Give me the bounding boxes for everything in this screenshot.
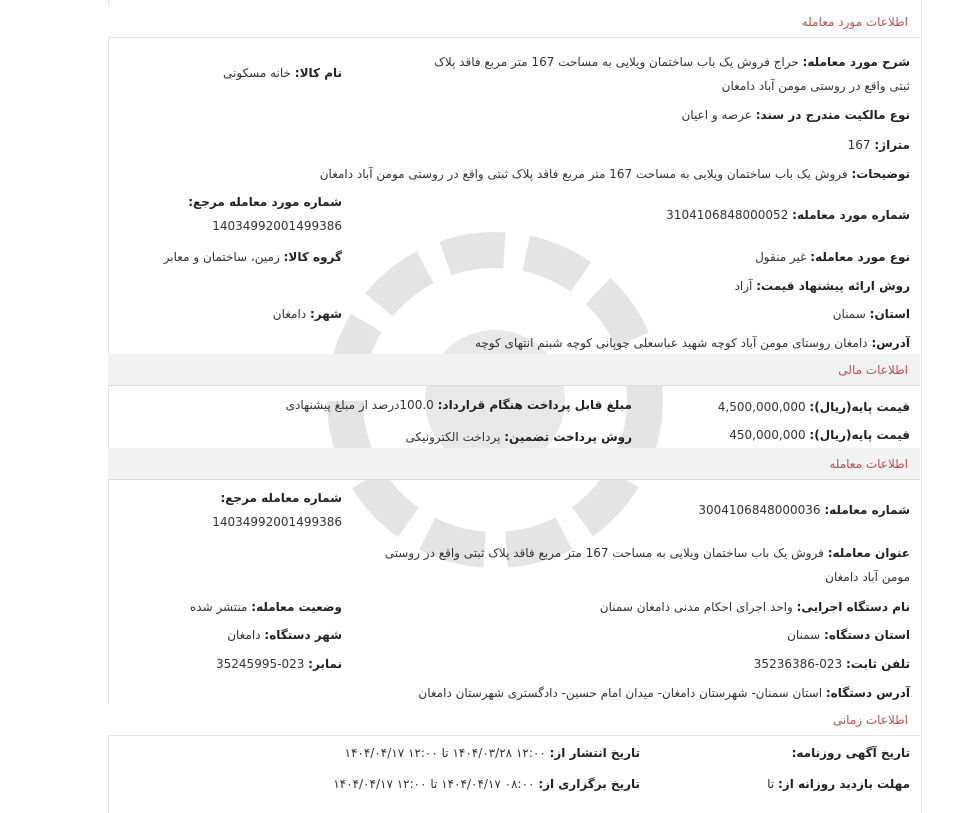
phone-row xyxy=(754,657,910,671)
ownership: عرصه و اعیان xyxy=(681,108,752,122)
tx-title-label: عنوان معامله: xyxy=(827,546,910,560)
payable: 100.0درصد از مبلغ پیشنهادی xyxy=(285,398,434,412)
org-label: نام دستگاه اجرایی: xyxy=(796,600,910,614)
city-label: شهر: xyxy=(310,307,342,321)
group: زمین، ساختمان و معابر xyxy=(163,250,280,264)
tx-ref: 14034992001499386 xyxy=(212,515,342,529)
guarantee-row xyxy=(406,430,632,444)
deal-type-row xyxy=(755,250,910,264)
offer-method-label: روش ارائه پیشنهاد قیمت: xyxy=(756,279,910,293)
ownership-row xyxy=(681,108,910,122)
visit: تا xyxy=(767,777,775,791)
tx-title: فروش یک باب ساختمان ویلایی به مساحت 167 متر مربع فاقد پلاک ثبتی واقع در روستی مومن آباد دامغان xyxy=(384,546,910,584)
section-timing: اطلاعات زمانی xyxy=(108,704,920,736)
deal-number: 3104106848000052 xyxy=(666,208,789,222)
publish-label: تاریخ انتشار از: xyxy=(549,746,640,760)
address-label: آدرس: xyxy=(871,336,910,350)
org-address: استان سمنان- شهرستان دامغان- میدان امام حسین- دادگستری شهرستان دامغان xyxy=(418,686,823,700)
visit-row xyxy=(767,777,910,791)
group-row xyxy=(164,250,342,264)
newspaper-label: تاریخ آگهی روزنامه: xyxy=(791,746,910,760)
status-row xyxy=(190,600,342,614)
hold-label: تاریخ برگزاری از: xyxy=(538,777,640,791)
ref-number-row xyxy=(212,219,342,233)
tx-ref-label: شماره معامله مرجع: xyxy=(220,491,342,505)
ownership-label: نوع مالکیت مندرج در سند: xyxy=(755,108,910,122)
tx-ref-label-row xyxy=(220,491,342,505)
group-label: گروه کالا: xyxy=(283,250,342,264)
base-price2-row xyxy=(729,428,910,442)
province: سمنان xyxy=(832,307,866,321)
section-financial: اطلاعات مالی xyxy=(108,354,920,386)
address-row xyxy=(475,336,910,350)
guarantee: پرداخت الکترونیکی xyxy=(405,430,501,444)
ref-number: 14034992001499386 xyxy=(212,219,342,233)
status: منتشر شده xyxy=(189,600,248,614)
notes: فروش یک باب ساختمان ویلایی به مساحت 167 متر مربع فاقد پلاک ثبتی واقع در روستی مومن آباد دامغان xyxy=(319,167,848,181)
deal-description-label: شرح مورد معامله: xyxy=(802,55,910,69)
deal-type: غیر منقول xyxy=(755,250,807,264)
ref-number-label: شماره مورد معامله مرجع: xyxy=(188,195,342,209)
city: دامغان xyxy=(272,307,307,321)
item-name: خانه مسکونی xyxy=(223,66,291,80)
city-row xyxy=(273,307,342,321)
item-name-row xyxy=(223,66,342,80)
org-province: سمنان xyxy=(787,628,821,642)
deal-description-row xyxy=(430,50,910,98)
org: واحد اجرای احکام مدنی دامغان سمنان xyxy=(599,600,793,614)
province-label: استان: xyxy=(869,307,910,321)
org-city-label: شهر دستگاه: xyxy=(264,628,342,642)
payable-row xyxy=(286,398,632,412)
fax: 023-35245995 xyxy=(216,657,305,671)
org-province-row xyxy=(787,628,910,642)
area: 167 xyxy=(847,138,871,152)
area-label: متراژ: xyxy=(874,138,910,152)
section-deal-info: اطلاعات مورد معامله xyxy=(108,6,920,38)
base-price-label: قیمت پایه(ریال): xyxy=(809,400,910,414)
org-row xyxy=(600,600,910,614)
deal-number-label: شماره مورد معامله: xyxy=(792,208,910,222)
org-province-label: استان دستگاه: xyxy=(824,628,910,642)
publish-row xyxy=(345,746,640,760)
deal-description: حراج فروش یک باب ساختمان ویلایی به مساحت 167 متر مربع فاقد پلاک ثبتی واقع در روستی مومن آباد دامغان xyxy=(434,55,910,93)
offer-method-row xyxy=(735,279,910,293)
offer-method: آزاد xyxy=(734,279,753,293)
tx-ref-row xyxy=(212,515,342,529)
area-row xyxy=(848,138,910,152)
guarantee-label: روش پرداخت تضمین: xyxy=(504,430,632,444)
address: دامغان روستای مومن آباد کوچه شهید عباسعلی چوپانی کوچه شبنم انتهای کوچه xyxy=(474,336,868,350)
payable-label: مبلغ قابل پرداخت هنگام قرارداد: xyxy=(437,398,632,412)
org-city-row xyxy=(227,628,342,642)
newspaper-row xyxy=(792,746,910,760)
org-address-row xyxy=(418,686,910,700)
tx-number: 3004106848000036 xyxy=(698,503,821,517)
province-row xyxy=(833,307,910,321)
visit-label: مهلت بازدید روزانه از: xyxy=(778,777,910,791)
hold: ۰۸:۰۰ ۱۴۰۴/۰۴/۱۷ تا ۱۲:۰۰ ۱۴۰۴/۰۴/۱۷ xyxy=(333,777,535,791)
base-price: 4,500,000,000 xyxy=(717,400,806,414)
phone: 023-35236386 xyxy=(753,657,843,671)
fax-row xyxy=(216,657,342,671)
tx-title-row xyxy=(370,541,910,589)
notes-row xyxy=(320,167,910,181)
ref-number-label-row xyxy=(188,195,342,209)
tx-number-row xyxy=(698,503,910,517)
phone-label: تلفن ثابت: xyxy=(845,657,910,671)
base-price2: 450,000,000 xyxy=(729,428,806,442)
deal-number-row xyxy=(666,208,910,222)
base-price2-label: قیمت پایه(ریال): xyxy=(809,428,910,442)
org-address-label: آدرس دستگاه: xyxy=(825,686,910,700)
base-price-row xyxy=(718,400,910,414)
deal-type-label: نوع مورد معامله: xyxy=(810,250,910,264)
hold-row xyxy=(333,777,640,791)
org-city: دامغان xyxy=(227,628,261,642)
item-name-label: نام کالا: xyxy=(294,66,342,80)
tx-number-label: شماره معامله: xyxy=(824,503,910,517)
section-transaction: اطلاعات معامله xyxy=(108,448,920,480)
publish: ۱۲:۰۰ ۱۴۰۴/۰۳/۲۸ تا ۱۲:۰۰ ۱۴۰۴/۰۴/۱۷ xyxy=(344,746,546,760)
fax-label: نمابر: xyxy=(308,657,342,671)
notes-label: توضیحات: xyxy=(851,167,910,181)
status-label: وضعیت معامله: xyxy=(251,600,342,614)
